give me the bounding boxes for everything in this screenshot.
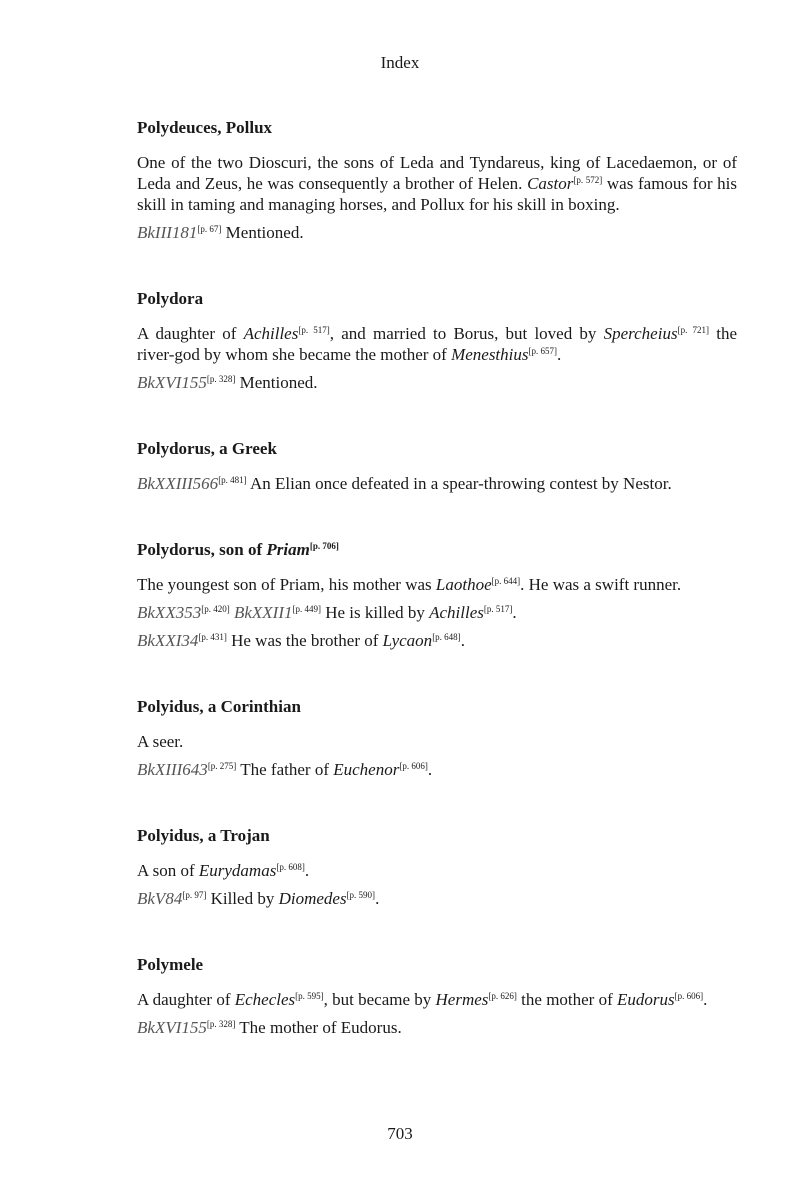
entry-title: Polyidus, a Corinthian xyxy=(137,697,301,716)
index-entry xyxy=(137,695,737,780)
desc-text: A son of xyxy=(137,861,199,880)
page-ref[interactable]: [p. 644] xyxy=(491,576,521,586)
book-reference-link[interactable]: BkXXIII566 xyxy=(137,474,219,493)
page-ref[interactable]: [p. 328] xyxy=(206,1019,236,1029)
ref-text: The father of xyxy=(236,760,334,779)
book-reference-line xyxy=(137,602,737,623)
page-ref[interactable]: [p. 328] xyxy=(206,374,236,384)
page-ref[interactable]: [p. 608] xyxy=(276,862,305,872)
page-ref[interactable]: [p. 606] xyxy=(674,991,704,1001)
page-number: 703 xyxy=(387,1124,413,1143)
book-reference-line xyxy=(137,1017,737,1038)
index-entry xyxy=(137,116,737,243)
entry-title: Polymele xyxy=(137,955,204,974)
page-ref[interactable]: [p. 572] xyxy=(573,175,603,185)
desc-text: . xyxy=(703,990,708,1009)
page-ref[interactable]: [p. 648] xyxy=(432,632,461,642)
book-reference-line xyxy=(137,222,737,243)
book-reference-link[interactable]: BkXXII1 xyxy=(233,603,293,622)
index-entry xyxy=(137,953,737,1038)
book-reference-line xyxy=(137,473,737,494)
index-entry xyxy=(137,437,737,494)
desc-text: A daughter of xyxy=(137,324,244,343)
desc-text: the mother of xyxy=(516,990,618,1009)
desc-text: The youngest son of Priam, his mother was xyxy=(137,575,436,594)
page-ref[interactable]: [p. 626] xyxy=(488,991,517,1001)
index-entry xyxy=(137,824,737,909)
page-ref[interactable]: [p. 275] xyxy=(207,761,237,771)
index-entry xyxy=(137,287,737,393)
book-reference-line xyxy=(137,630,737,651)
entry-description xyxy=(137,323,737,365)
name-link[interactable]: Lycaon xyxy=(382,631,433,650)
book-reference-link[interactable]: BkXVI155 xyxy=(137,373,207,392)
page-ref[interactable]: [p. 420] xyxy=(201,604,230,614)
name-link[interactable]: Laothoe xyxy=(435,575,492,594)
page-ref[interactable]: [p. 606] xyxy=(399,761,428,771)
entry-title: Polyidus, a Trojan xyxy=(137,826,270,845)
entry-description xyxy=(137,574,737,595)
page-ref[interactable]: [p. 449] xyxy=(292,604,321,614)
desc-text: One of the two Dioscuri, the sons of Leda and Tyndareus, king of Lacedaemon, or of Leda and Zeus, he was consequently a brother of Helen. xyxy=(137,153,737,193)
ref-text: . xyxy=(375,889,380,908)
page-ref[interactable]: [p. 431] xyxy=(198,632,227,642)
title-name-link[interactable]: Priam xyxy=(266,540,310,559)
page-ref[interactable]: [p. 517] xyxy=(298,325,330,335)
name-link[interactable]: Castor xyxy=(527,174,574,193)
book-reference-link[interactable]: BkV84 xyxy=(137,889,183,908)
book-reference-link[interactable]: BkXIII643 xyxy=(137,760,208,779)
ref-text: Mentioned. xyxy=(235,373,318,392)
page-ref[interactable]: [p. 97] xyxy=(182,890,207,900)
book-reference-link[interactable]: BkXVI155 xyxy=(137,1018,207,1037)
book-reference-line xyxy=(137,372,737,393)
ref-text: . xyxy=(460,631,465,650)
name-link[interactable]: Achilles xyxy=(429,603,484,622)
entry-description xyxy=(137,152,737,215)
name-link[interactable]: Echecles xyxy=(234,990,296,1009)
name-link[interactable]: Diomedes xyxy=(278,889,347,908)
page-ref[interactable]: [p. 721] xyxy=(677,325,710,335)
page-ref[interactable]: [p. 706] xyxy=(309,541,339,551)
ref-text: He was the brother of xyxy=(226,631,383,650)
entry-title xyxy=(137,538,737,562)
entry-title-text: Polydorus, son of xyxy=(137,540,267,559)
index-entry xyxy=(137,538,737,651)
book-reference-line xyxy=(137,759,737,780)
index-content xyxy=(137,116,737,1082)
name-link[interactable]: Menesthius xyxy=(451,345,529,364)
desc-text: , and married to Borus, but loved by xyxy=(329,324,604,343)
desc-text: , but became by xyxy=(323,990,436,1009)
entry-title: Polydorus, a Greek xyxy=(137,439,277,458)
desc-text: . xyxy=(304,861,310,880)
ref-text: An Elian once defeated in a spear-throwing contest by Nestor. xyxy=(246,474,672,493)
entry-description xyxy=(137,989,737,1010)
page-ref[interactable]: [p. 481] xyxy=(218,475,247,485)
desc-text: the river-god by whom she became the mother of xyxy=(137,324,737,364)
page-ref[interactable]: [p. 590] xyxy=(346,890,376,900)
page-ref[interactable]: [p. 517] xyxy=(483,604,513,614)
name-link[interactable]: Eurydamas xyxy=(198,861,277,880)
name-link[interactable]: Hermes xyxy=(435,990,489,1009)
entry-title: Polydeuces, Pollux xyxy=(137,118,273,137)
ref-text: . xyxy=(427,760,433,779)
desc-text: A seer. xyxy=(137,732,184,751)
name-link[interactable]: Euchenor xyxy=(333,760,400,779)
page-ref[interactable]: [p. 67] xyxy=(197,224,222,234)
desc-text: A daughter of xyxy=(137,990,235,1009)
ref-text: He is killed by xyxy=(320,603,430,622)
book-reference-link[interactable]: BkIII181 xyxy=(137,223,198,242)
ref-text: Mentioned. xyxy=(221,223,304,242)
entry-description xyxy=(137,731,737,752)
page-ref[interactable]: [p. 657] xyxy=(528,346,557,356)
name-link[interactable]: Achilles xyxy=(243,324,299,343)
desc-text: . He was a swift runner. xyxy=(520,575,682,594)
ref-text: . xyxy=(512,603,517,622)
running-head: Index xyxy=(380,53,420,72)
book-reference-link[interactable]: BkXX353 xyxy=(137,603,202,622)
book-reference-line xyxy=(137,888,737,909)
page-ref[interactable]: [p. 595] xyxy=(295,991,324,1001)
entry-description xyxy=(137,860,737,881)
ref-text: Killed by xyxy=(206,889,279,908)
name-link[interactable]: Spercheius xyxy=(603,324,678,343)
name-link[interactable]: Eudorus xyxy=(617,990,675,1009)
desc-text: . xyxy=(557,345,562,364)
ref-text: The mother of Eudorus. xyxy=(235,1018,402,1037)
desc-text: was famous for his skill in taming and managing horses, and Pollux for his skill in boxing. xyxy=(137,174,737,214)
book-reference-link[interactable]: BkXXI34 xyxy=(137,631,199,650)
entry-title: Polydora xyxy=(137,289,204,308)
